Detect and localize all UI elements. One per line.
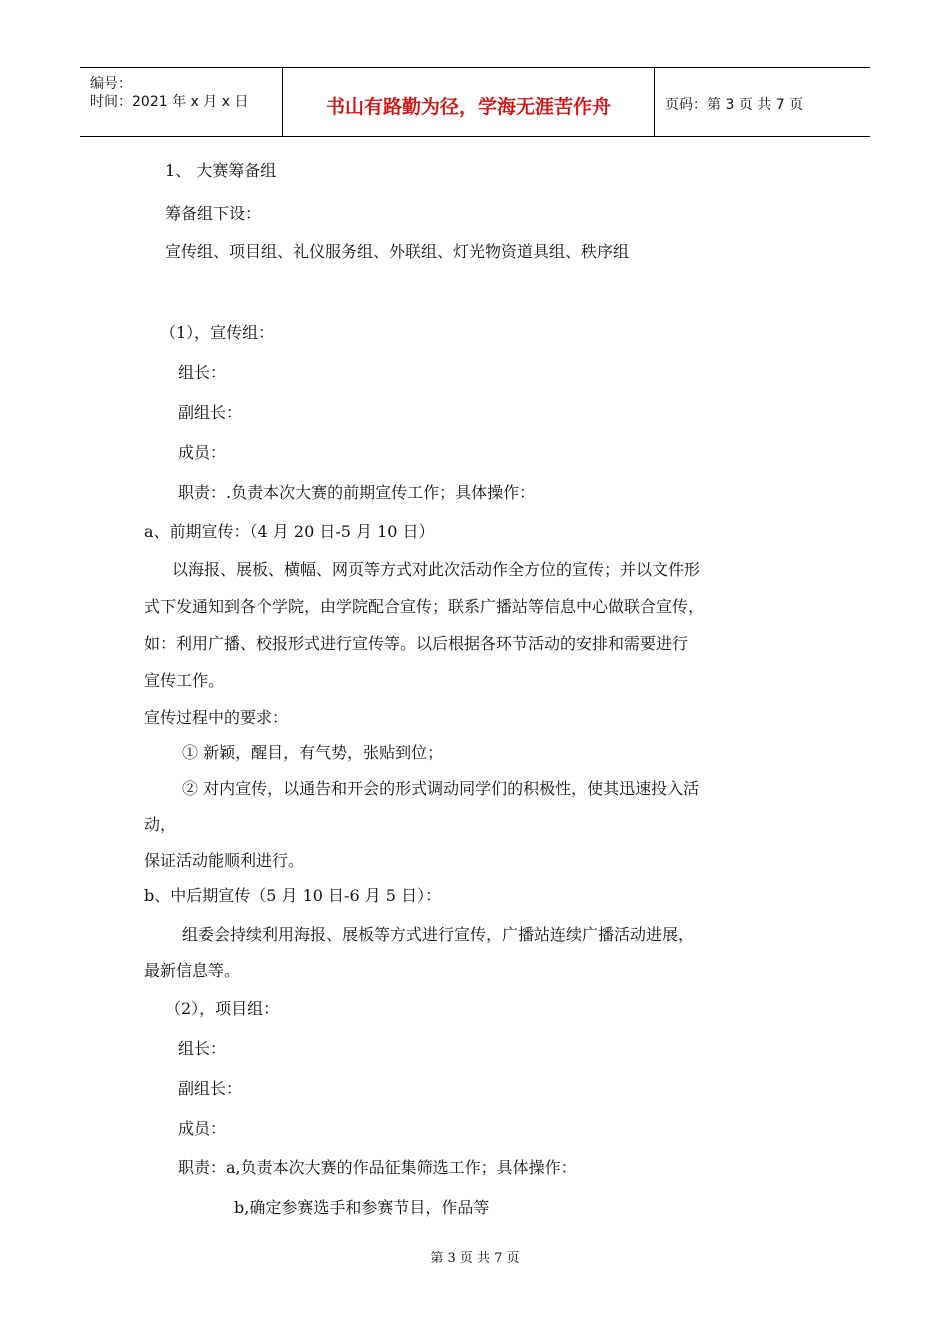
header-motto: 书山有路勤为径，学海无涯苦作舟 [325,96,611,118]
paragraph-line: 组长： [178,363,227,382]
paragraph-line: 成员： [178,443,227,462]
paragraph-line: ① 新颖，醒目，有气势，张贴到位； [182,743,444,762]
paragraph-line: 副组长： [178,1079,243,1098]
paragraph-line: 组委会持续利用海报、展板等方式进行宣传，广播站连续广播活动进展， [182,925,695,944]
paragraph-line: 筹备组下设： [165,204,262,223]
header-meta-cell [80,68,283,136]
paragraph-line: 宣传过程中的要求： [144,708,289,727]
paragraph-line: 以海报、展板、横幅、网页等方式对此次活动作全方位的宣传；并以文件形 [172,560,701,579]
paragraph-line: 式下发通知到各个学院，由学院配合宣传；联系广播站等信息中心做联合宣传， [144,597,705,616]
paragraph-line: 职责：.负责本次大赛的前期宣传工作；具体操作： [178,483,536,502]
paragraph-line: 组长： [178,1039,227,1058]
paragraph-line: 副组长： [178,403,243,422]
page-header [80,67,870,137]
page-footer: 第 3 页 共 7 页 [430,1251,520,1266]
paragraph-line: 最新信息等。 [144,961,241,980]
paragraph-line: b、中后期宣传（5 月 10 日-6 月 5 日）： [144,886,442,905]
paragraph-line: a、前期宣传：（4 月 20 日-5 月 10 日） [144,522,435,541]
subsection-heading: （1），宣传组： [160,323,275,342]
header-page-cell [655,68,870,136]
document-number-label: 编号： [90,76,132,92]
paragraph-line: 如：利用广播、校报形式进行宣传等。以后根据各环节活动的安排和需要进行 [144,634,689,653]
paragraph-line: 保证活动能顺利进行。 [144,851,305,870]
paragraph-line: ② 对内宣传，以通告和开会的形式调动同学们的积极性，使其迅速投入活 [182,779,700,798]
paragraph-line: 职责：a,负责本次大赛的作品征集筛选工作；具体操作： [178,1158,577,1177]
header-motto-cell [283,68,655,136]
paragraph-line: 宣传组、项目组、礼仪服务组、外联组、灯光物资道具组、秩序组 [165,242,630,261]
paragraph-line: b,确定参赛选手和参赛节目，作品等 [234,1198,490,1217]
document-time-label: 时间：2021 年 x 月 x 日 [90,94,249,110]
paragraph-line: 动， [144,815,177,834]
paragraph-line: 成员： [178,1119,227,1138]
subsection-heading: （2），项目组： [165,999,280,1018]
header-page-number: 页码：第 3 页 共 7 页 [665,97,804,113]
section-heading: 1、 大赛筹备组 [165,161,277,180]
paragraph-line: 宣传工作。 [144,671,225,690]
